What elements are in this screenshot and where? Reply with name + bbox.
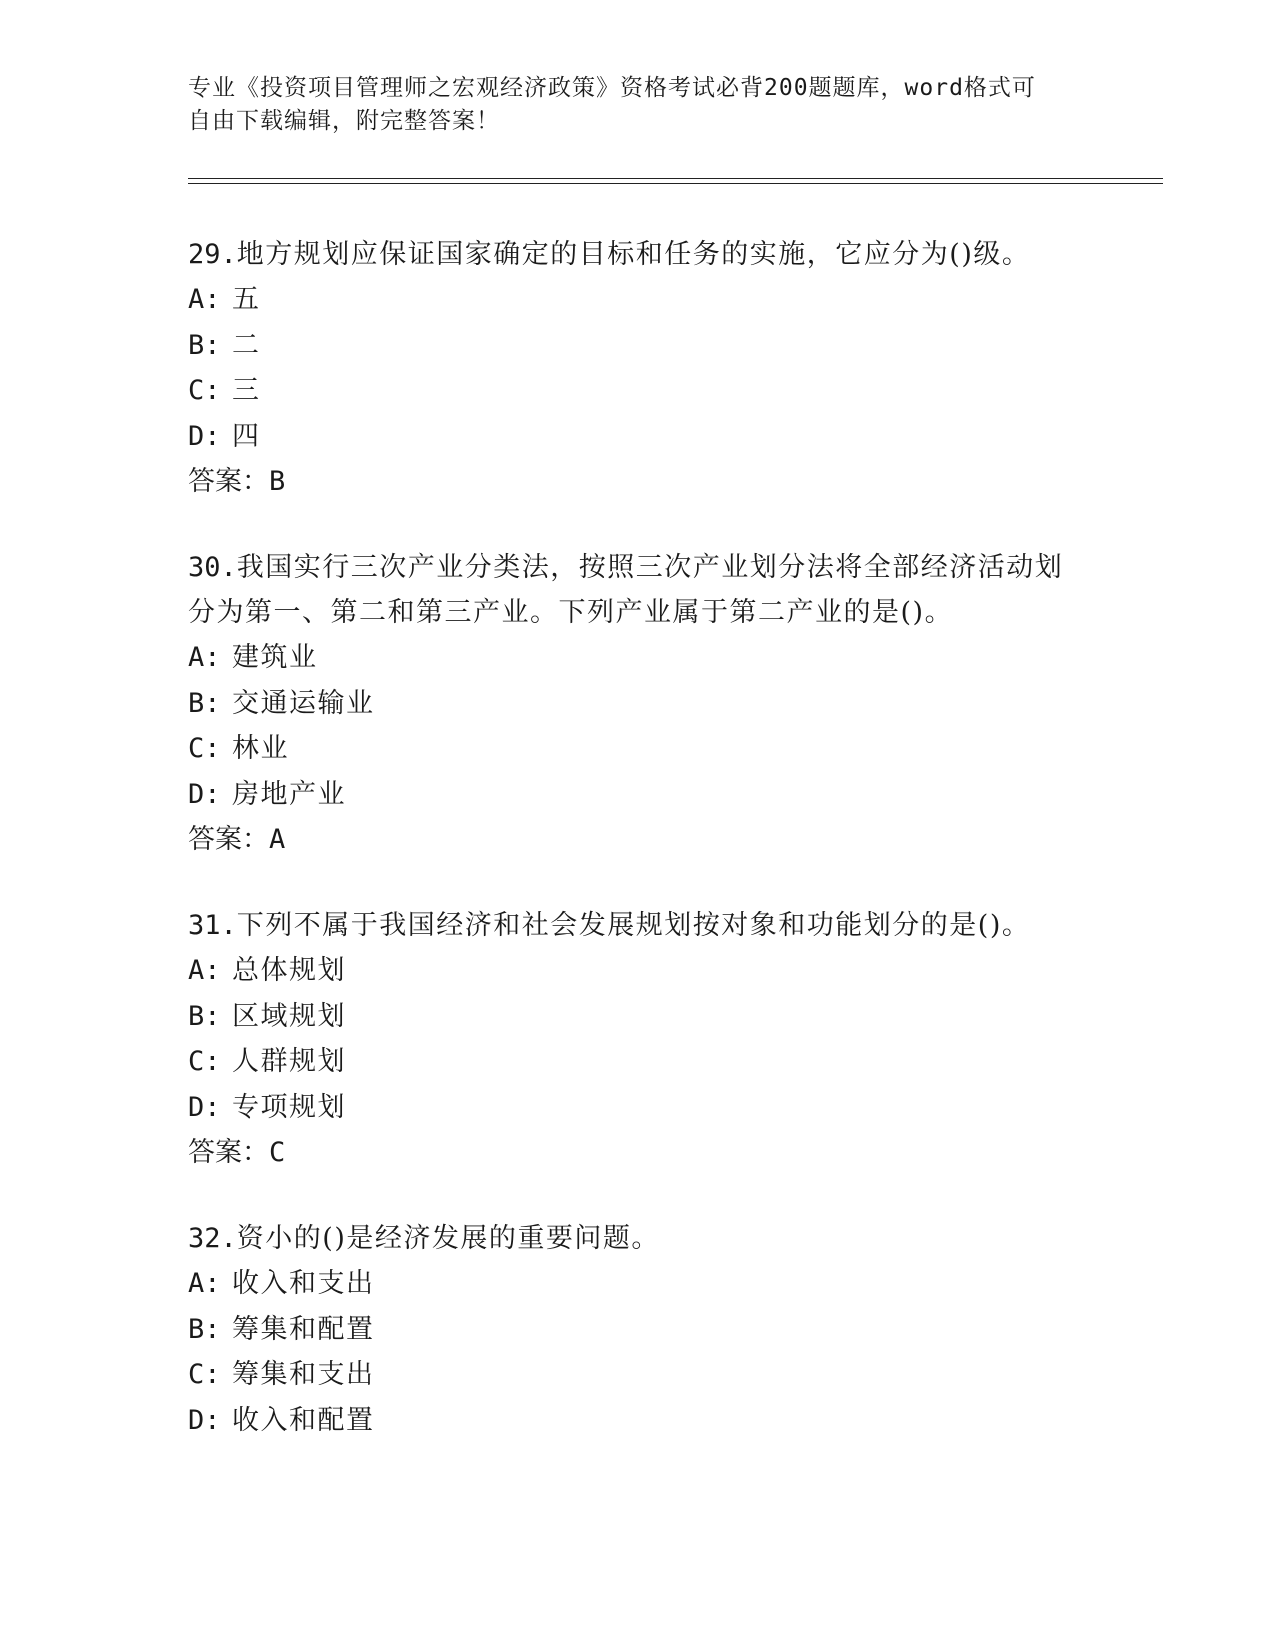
option-text: 筹集和支出 (232, 1359, 375, 1390)
option-key: A: (188, 284, 221, 315)
question-number: 29. (188, 239, 237, 270)
option-text: 林业 (232, 733, 289, 764)
question-text-line: 我国实行三次产业分类法，按照三次产业划分法将全部经济活动划 (236, 552, 1064, 583)
option-key: A: (188, 955, 221, 986)
option-b (188, 323, 1088, 369)
question-32 (188, 1216, 1088, 1443)
option-text: 三 (232, 375, 261, 406)
answer-line (188, 817, 1088, 863)
option-key: C: (188, 733, 221, 764)
option-a (188, 1261, 1088, 1307)
question-text-line: 分为第一、第二和第三产业。下列产业属于第二产业的是()。 (188, 597, 954, 628)
answer-label: 答案： (188, 824, 269, 855)
header-line-2: 自由下载编辑，附完整答案！ (188, 108, 500, 134)
option-c (188, 368, 1088, 414)
answer-label: 答案： (188, 466, 269, 497)
option-key: B: (188, 1313, 221, 1345)
question-text-line: 下列不属于我国经济和社会发展规划按对象和功能划分的是()。 (236, 910, 1031, 941)
option-key: D: (188, 1404, 221, 1436)
question-number: 30. (188, 552, 237, 583)
option-text: 房地产业 (232, 778, 346, 810)
answer-line (188, 1130, 1088, 1176)
answer-line (188, 459, 1088, 505)
question-number: 32. (188, 1223, 237, 1254)
option-text: 二 (232, 329, 261, 361)
option-b (188, 1307, 1088, 1353)
option-text: 筹集和配置 (232, 1313, 375, 1345)
option-d (188, 1085, 1088, 1131)
header-divider-bottom (188, 183, 1163, 184)
option-text: 区域规划 (232, 1000, 346, 1032)
option-d (188, 414, 1088, 460)
option-d (188, 772, 1088, 818)
option-text: 总体规划 (232, 955, 346, 986)
answer-value: A (269, 824, 286, 855)
header-divider-top (188, 178, 1163, 179)
question-31 (188, 903, 1088, 1176)
question-30 (188, 545, 1088, 863)
option-a (188, 948, 1088, 994)
option-text: 建筑业 (232, 642, 318, 673)
question-list (188, 232, 1088, 1483)
option-key: D: (188, 420, 221, 452)
option-key: D: (188, 1091, 221, 1123)
option-b (188, 681, 1088, 727)
option-a (188, 635, 1088, 681)
option-d (188, 1398, 1088, 1444)
option-text: 交通运输业 (232, 687, 375, 719)
option-key: C: (188, 1046, 221, 1077)
option-c (188, 726, 1088, 772)
question-stem (188, 545, 1088, 635)
option-a (188, 277, 1088, 323)
option-key: A: (188, 642, 221, 673)
question-29 (188, 232, 1088, 505)
question-number: 31. (188, 910, 237, 941)
option-key: B: (188, 687, 221, 719)
question-stem (188, 232, 1088, 277)
option-text: 收入和支出 (232, 1268, 375, 1299)
question-stem (188, 903, 1088, 948)
option-key: B: (188, 329, 221, 361)
document-header (188, 72, 1068, 138)
option-text: 专项规划 (232, 1091, 346, 1123)
question-text-line: 资小的()是经济发展的重要问题。 (236, 1223, 660, 1254)
option-text: 收入和配置 (232, 1404, 375, 1436)
option-key: A: (188, 1268, 221, 1299)
option-key: D: (188, 778, 221, 810)
answer-value: C (269, 1137, 286, 1168)
answer-label: 答案： (188, 1137, 269, 1168)
option-text: 五 (232, 284, 261, 315)
option-c (188, 1039, 1088, 1085)
answer-value: B (269, 466, 286, 497)
option-c (188, 1352, 1088, 1398)
question-text-line: 地方规划应保证国家确定的目标和任务的实施，它应分为()级。 (236, 239, 1031, 270)
option-key: C: (188, 1359, 221, 1390)
header-line-1: 专业《投资项目管理师之宏观经济政策》资格考试必背200题题库，word格式可 (188, 75, 1036, 101)
option-text: 人群规划 (232, 1046, 346, 1077)
option-text: 四 (232, 420, 261, 452)
option-key: C: (188, 375, 221, 406)
option-b (188, 994, 1088, 1040)
option-key: B: (188, 1000, 221, 1032)
question-stem (188, 1216, 1088, 1261)
